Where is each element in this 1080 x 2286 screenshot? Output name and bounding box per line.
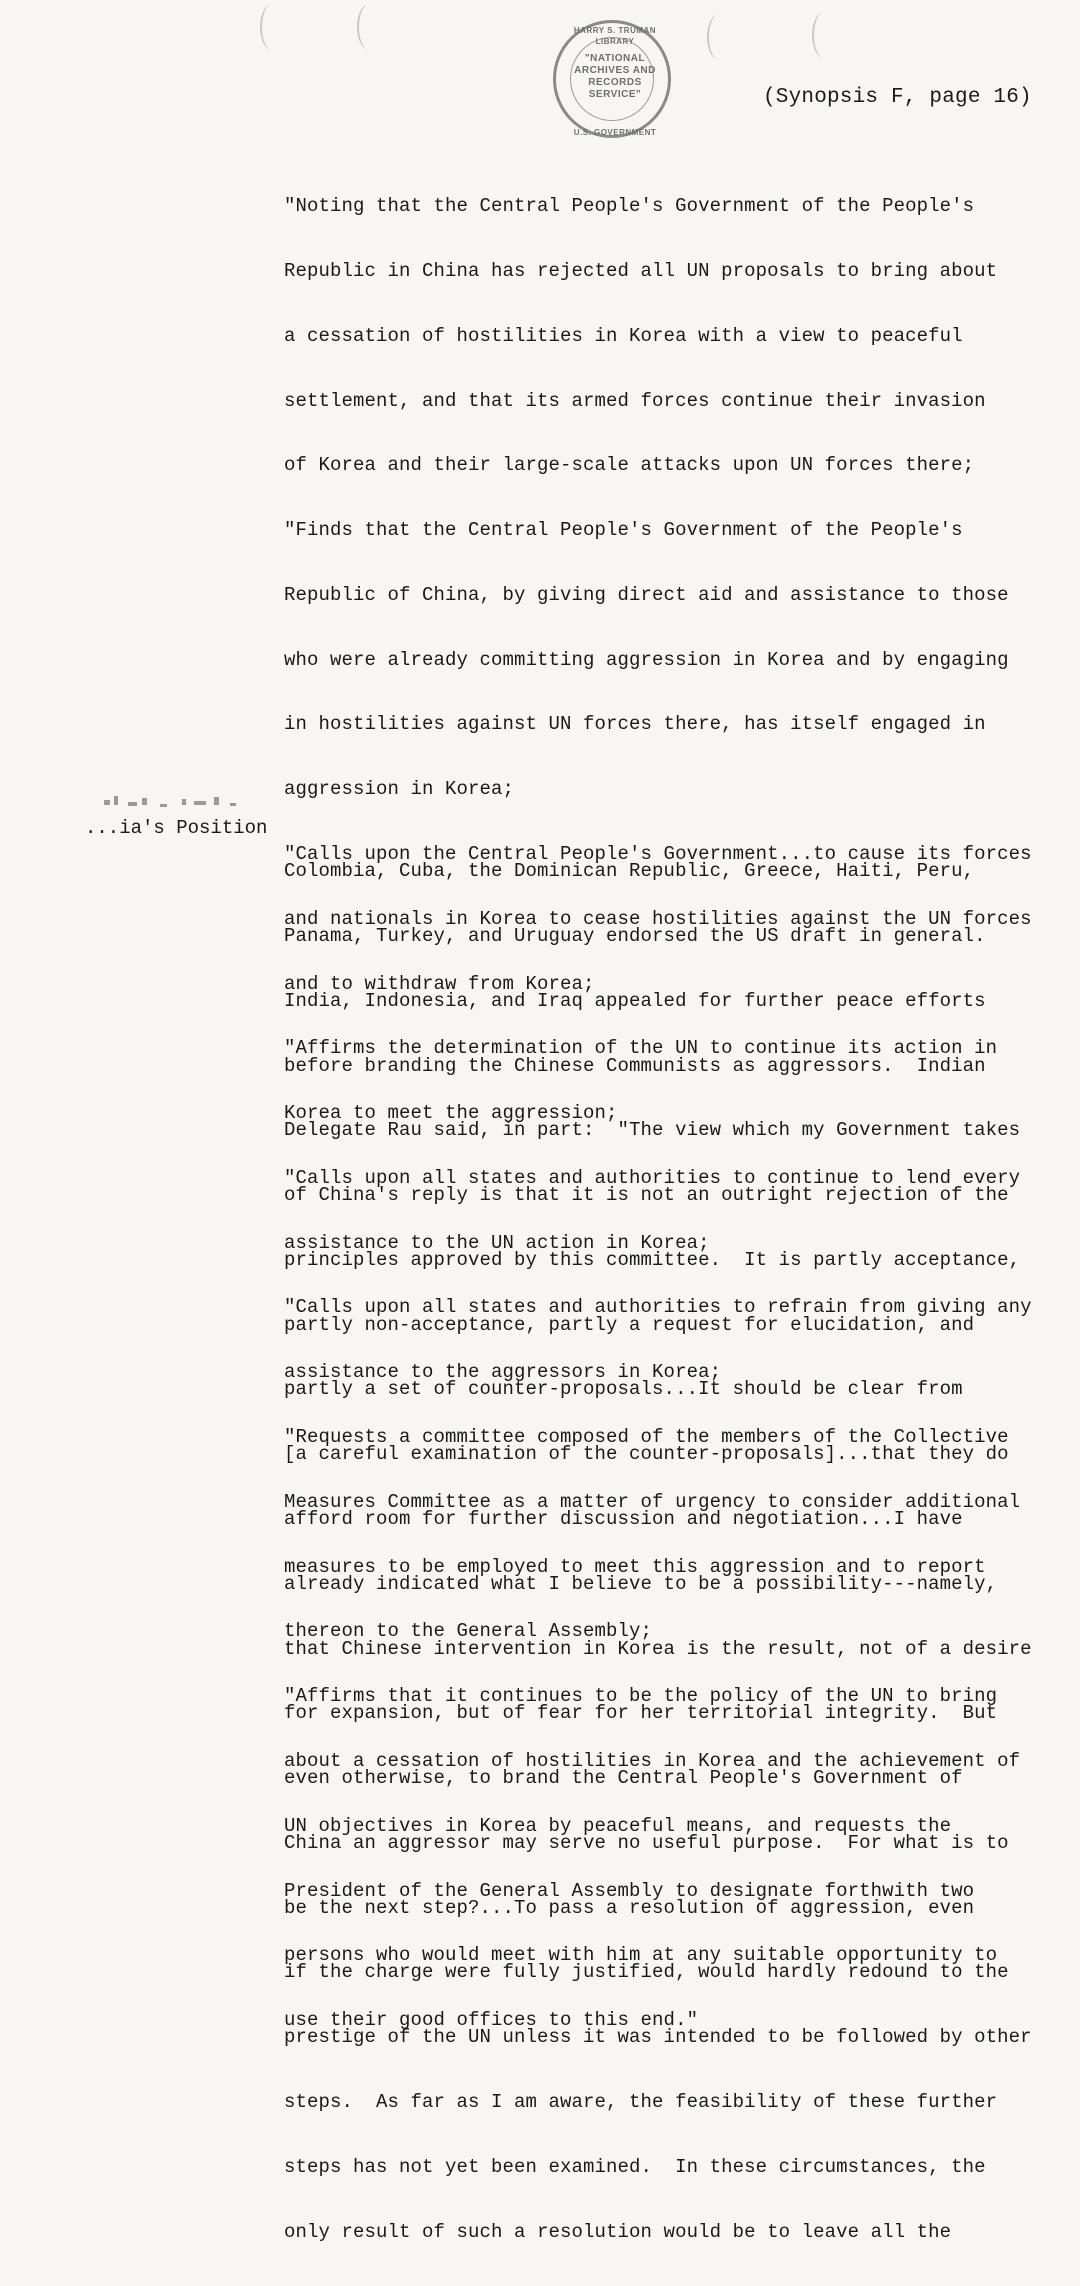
smudge-mark [214,797,219,805]
text-line: be the next step?...To pass a resolution of aggression, even [284,1896,975,1919]
text-line: for expansion, but of fear for her territorial integrity. But [284,1702,998,1725]
text-line: assistance to the aggressors in Korea; [284,1361,722,1384]
punch-hole [707,14,731,60]
smudge-mark [160,804,167,807]
text-line: Colombia, Cuba, the Dominican Republic, Greece, Haiti, Peru, [284,860,975,883]
text-line: of China's reply is that it is not an outright rejection of the [284,1184,1009,1207]
text-line: India, Indonesia, and Iraq appealed for further peace efforts [284,989,986,1012]
text-line: measures to be employed to meet this aggression and to report [284,1555,986,1578]
text-line: UN objectives in Korea by peaceful means, and requests the [284,1814,952,1837]
text-line: "Affirms the determination of the UN to continue its action in [284,1037,998,1060]
position-text [284,818,1032,2286]
page-reference: (Synopsis F, page 16) [763,86,1032,109]
text-line: who were already committing aggression in Korea and by engaging [284,648,1009,671]
text-line: Panama, Turkey, and Uruguay endorsed the US draft in general. [284,924,986,947]
text-line: steps. As far as I am aware, the feasibility of these further [284,2091,998,2114]
punch-hole [357,4,381,50]
text-line: only result of such a resolution would be to leave all the [284,2220,952,2243]
text-line: use their good offices to this end." [284,2009,699,2032]
smudge-mark [142,798,147,805]
text-line: and nationals in Korea to cease hostilities against the UN forces [284,907,1032,930]
text-line: "Requests a committee composed of the members of the Collective [284,1426,1009,1449]
text-line: Measures Committee as a matter of urgency to consider additional [284,1490,1021,1513]
smudge-mark [128,802,137,806]
smudge-mark [104,800,110,805]
text-line: "Calls upon all states and authorities to refrain from giving any [284,1296,1032,1319]
stamp-ring-top: HARRY S. TRUMAN LIBRARY [573,26,657,46]
text-line: Delegate Rau said, in part: "The view which my Government takes [284,1119,1021,1142]
section-label: ...ia's Position [85,817,268,839]
text-line: prestige of the UN unless it was intended to be followed by other [284,2026,1032,2049]
text-line: assistance to the UN action in Korea; [284,1231,710,1254]
text-line: "Calls upon the Central People's Government...to cause its forces [284,843,1032,865]
text-line: President of the General Assembly to designate forthwith two [284,1879,975,1902]
text-line: principles approved by this committee. It is partly acceptance, [284,1248,1021,1271]
text-line: China an aggressor may serve no useful purpose. For what is to [284,1831,1009,1854]
smudge-mark [114,796,118,805]
text-line: before branding the Chinese Communists as aggressors. Indian [284,1054,986,1077]
text-line: in hostilities against UN forces there, has itself engaged in [284,713,986,736]
punch-hole [812,12,836,58]
text-line: "Calls upon all states and authorities to continue to lend every [284,1166,1021,1189]
text-line: afford room for further discussion and negotiation...I have [284,1508,963,1530]
text-line: "Noting that the Central People's Government of the People's [284,195,975,218]
text-line: "Finds that the Central People's Government of the People's [284,519,963,542]
text-line: persons who would meet with him at any suitable opportunity to [284,1944,998,1967]
text-line: thereon to the General Assembly; [284,1620,653,1643]
stamp-line: ARCHIVES AND [574,65,656,76]
stamp-line: SERVICE" [588,89,642,100]
text-line: steps has not yet been examined. In these circumstances, the [284,2155,986,2178]
text-line: and to withdraw from Korea; [284,972,595,995]
text-line: if the charge were fully justified, would hardly redound to the [284,1961,1009,1984]
text-line: a cessation of hostilities in Korea with a view to peaceful [284,324,963,347]
text-line: [a careful examination of the counter-proposals]...that they do [284,1443,1009,1466]
text-line: "Affirms that it continues to be the policy of the UN to bring [284,1685,998,1708]
smudge-mark [194,801,206,805]
stamp-line: "NATIONAL [584,53,646,64]
text-line: Korea to meet the aggression; [284,1102,618,1125]
punch-hole [260,4,284,50]
text-line: already indicated what I believe to be a possibility---namely, [284,1572,998,1595]
stamp-ring-bottom: U.S. GOVERNMENT [573,128,657,137]
text-line: even otherwise, to brand the Central People's Government of [284,1767,963,1790]
text-line: about a cessation of hostilities in Korea and the achievement of [284,1749,1021,1772]
text-line: aggression in Korea; [284,778,515,801]
text-line: partly a set of counter-proposals...It should be clear from [284,1378,963,1401]
ink-smudge [90,792,260,816]
text-line: Republic of China, by giving direct aid and assistance to those [284,583,1009,606]
text-line: Republic in China has rejected all UN proposals to bring about [284,259,998,282]
archive-stamp [553,20,671,138]
smudge-mark [230,803,236,806]
text-line: settlement, and that its armed forces continue their invasion [284,389,986,412]
stamp-line: RECORDS [588,77,642,88]
text-line: partly non-acceptance, partly a request for elucidation, and [284,1313,975,1336]
text-line: of Korea and their large-scale attacks upon UN forces there; [284,454,975,477]
smudge-mark [182,799,186,805]
text-line: that Chinese intervention in Korea is the result, not of a desire [284,1637,1032,1660]
